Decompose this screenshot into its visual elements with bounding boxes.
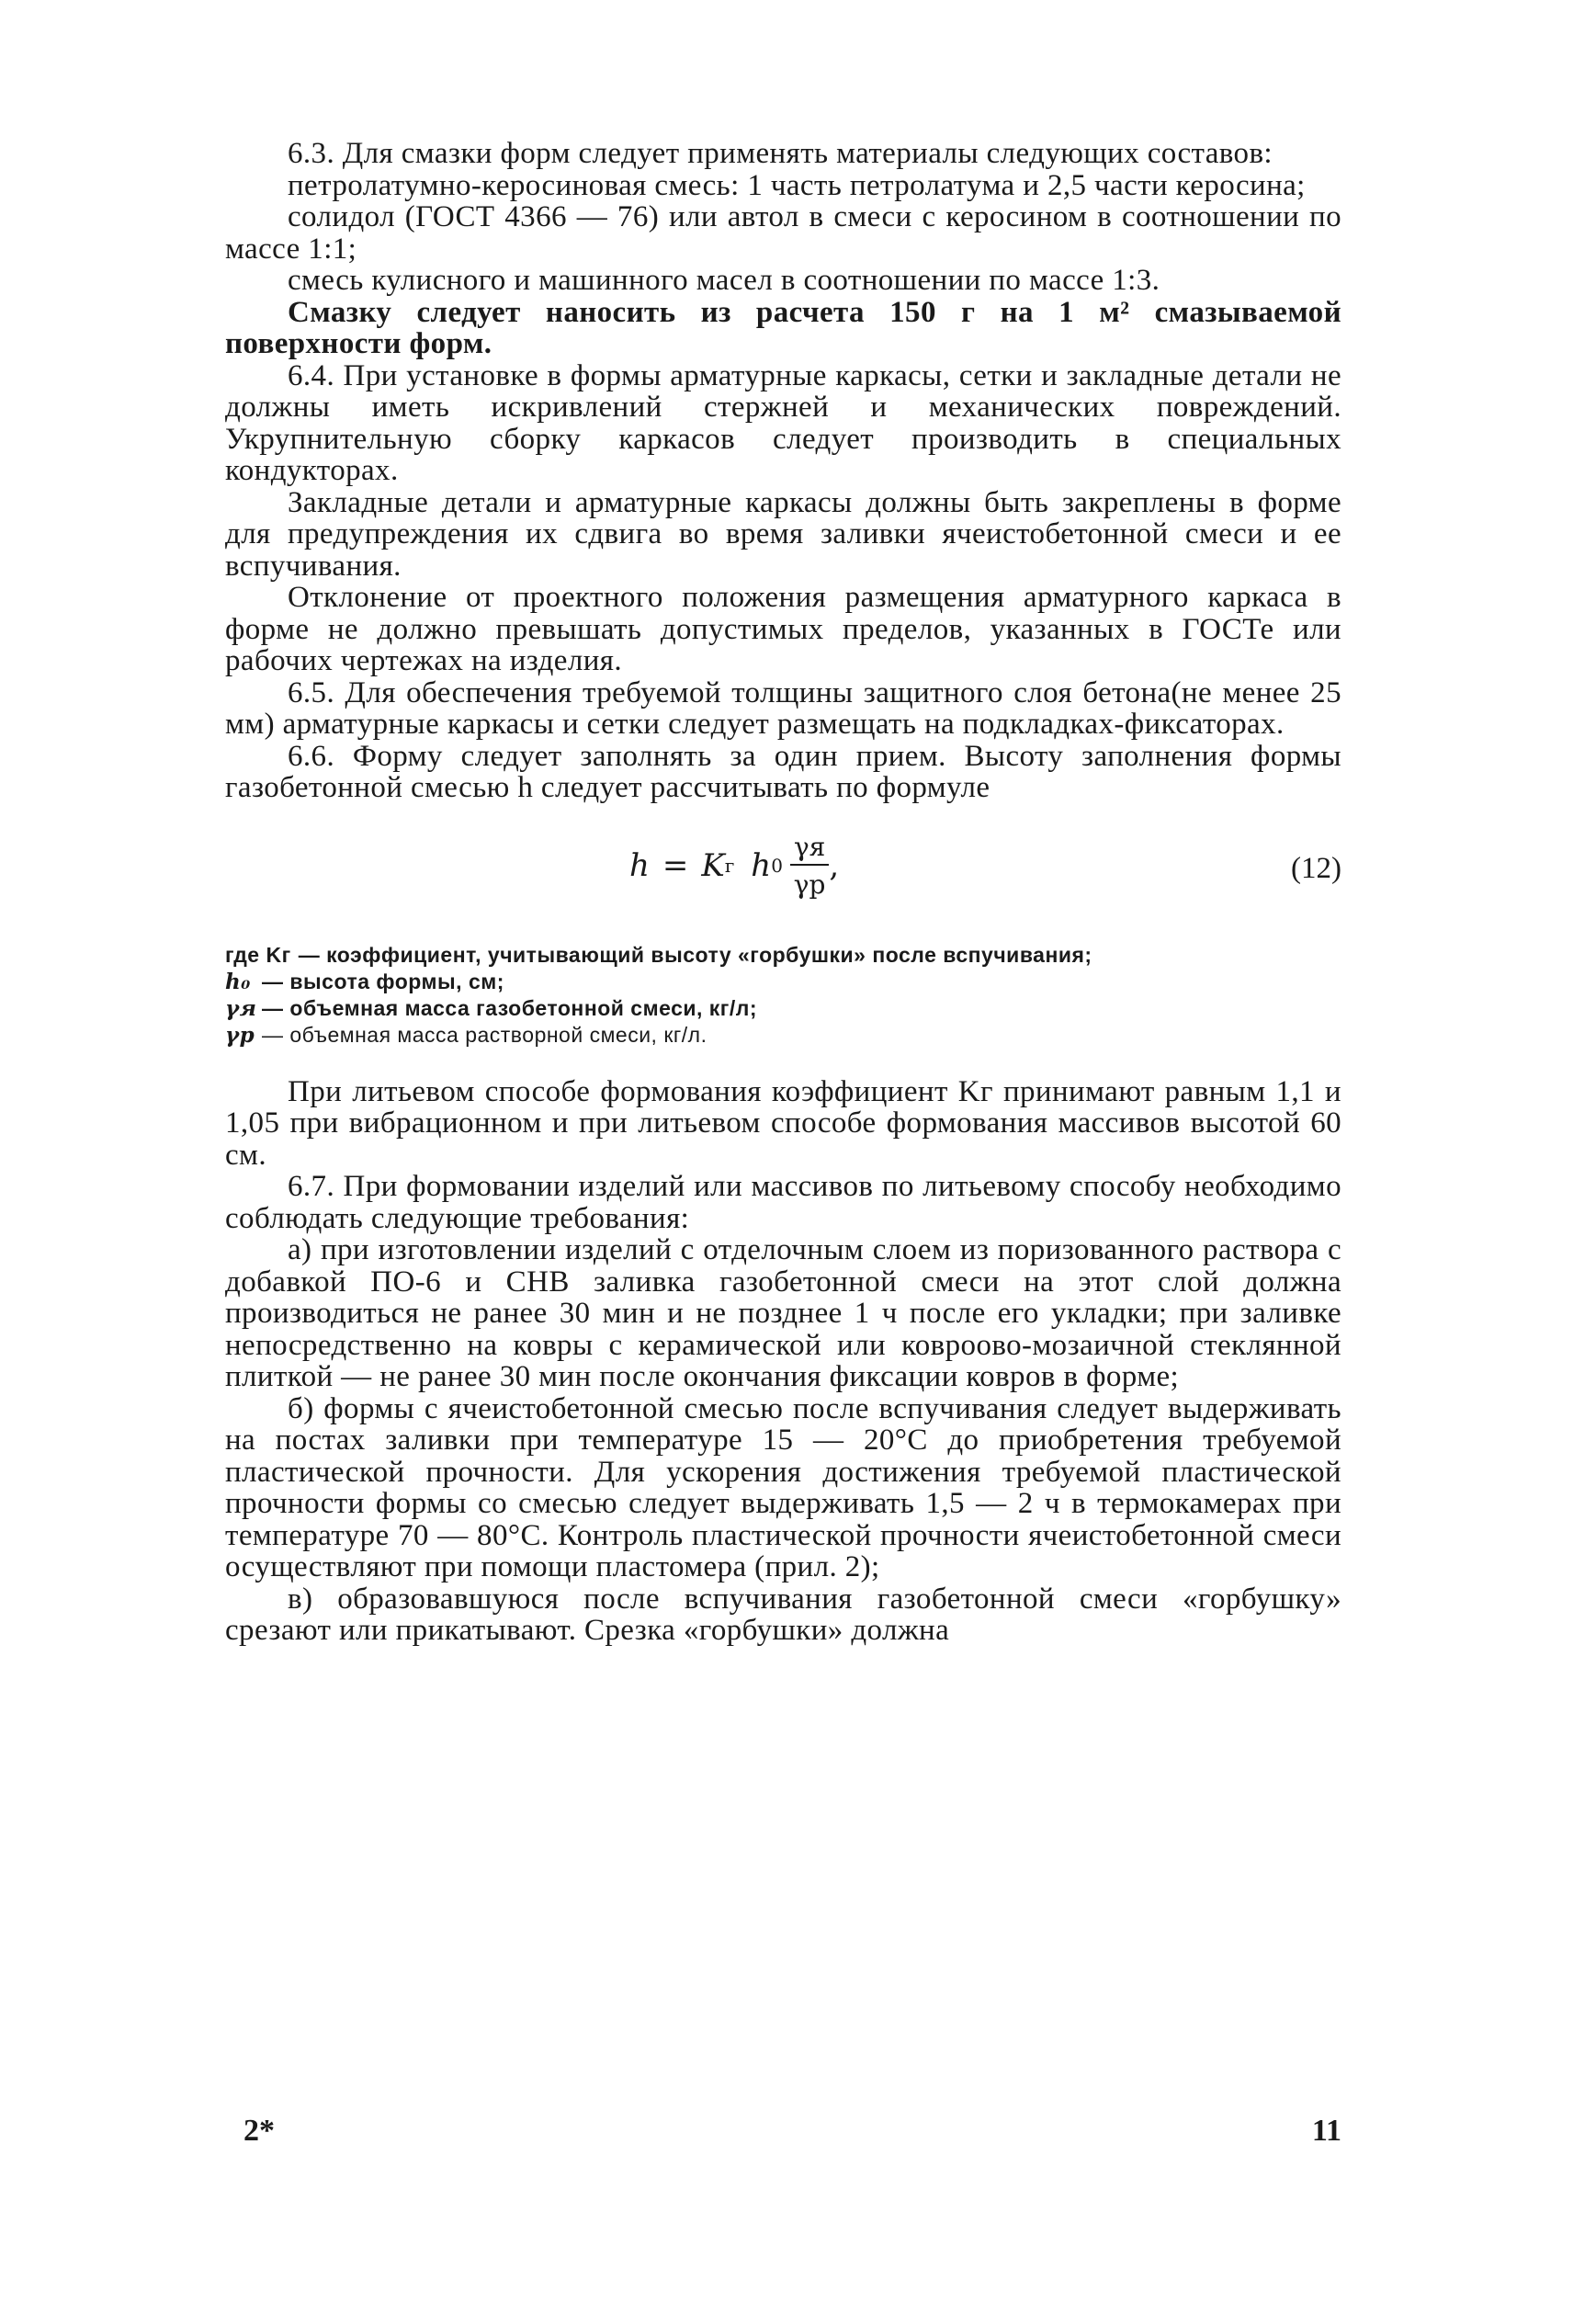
formula-row bbox=[225, 819, 1341, 929]
page-footer bbox=[243, 2114, 1341, 2150]
formula-h0: h bbox=[751, 846, 772, 884]
paragraph: 6.4. При установке в формы арматурные каркасы, сетки и закладные детали не должны иметь искривлений стержней и механических повреждений. Укрупнительную сборку каркасов следует производить в специальных кондукторах. bbox=[225, 358, 1341, 487]
paragraph: 6.6. Форму следует заполнять за один прием. Высоту заполнения формы газобетонной смесью h следует рассчитывать по формуле bbox=[225, 739, 1341, 804]
paragraph: а) при изготовлении изделий с отделочным слоем из поризованного раствора с добавкой ПО-6 и СНВ заливка газобетонной смеси на этот слой должна производиться не ранее 30 мин и не позднее 1 ч после его укладки; при заливке непосредственно на ковры с керамической или ковроово-мозаичной стеклянной плиткой — не ранее 30 мин после окончания фиксации ковров в форме; bbox=[225, 1233, 1341, 1393]
formula-numerator: γя bbox=[790, 832, 829, 866]
legend-row bbox=[225, 995, 1341, 1022]
legend-text: — объемная масса растворной смеси, кг/л. bbox=[262, 1022, 707, 1047]
paragraph: Отклонение от проектного положения размещения арматурного каркаса в форме не должно превышать допустимых пределов, указанных в ГОСТе или рабочих чертежах на изделия. bbox=[225, 581, 1341, 677]
legend-text: — высота формы, см; bbox=[262, 969, 504, 993]
paragraph: в) образовавшуюся после вспучивания газобетонной смеси «горбушку» срезают или прикатывают. Срезка «горбушки» должна bbox=[225, 1582, 1341, 1647]
formula-k: K bbox=[701, 846, 725, 884]
legend-text: — объемная масса газобетонной смеси, кг/л; bbox=[262, 995, 758, 1020]
legend-text: — коэффициент, учитывающий высоту «горбушки» после вспучивания; bbox=[298, 942, 1092, 967]
paragraph: солидол (ГОСТ 4366 — 76) или автол в смеси с керосином в соотношении по массе 1:1; bbox=[225, 200, 1341, 266]
legend-symbol: γя bbox=[225, 995, 257, 1021]
formula-h0-sub: 0 bbox=[771, 854, 783, 877]
formula-k-sub: г bbox=[724, 854, 735, 877]
page-number: 11 bbox=[1311, 2114, 1341, 2148]
paragraph: При литьевом способе формования коэффициент Kг принимают равным 1,1 и 1,05 при вибрационном и при литьевом способе формования массивов высотой 60 см. bbox=[225, 1074, 1341, 1172]
formula-denominator: γр bbox=[793, 868, 826, 900]
legend-row bbox=[225, 1022, 1341, 1049]
paragraph: 6.5. Для обеспечения требуемой толщины защитного слоя бетона(не менее 25 мм) арматурные каркасы и сетки следует размещать на подкладках-фиксаторах. bbox=[225, 675, 1341, 741]
paragraph: Смазку следует наносить из расчета 150 г на 1 м² смазываемой поверхности форм. bbox=[225, 295, 1341, 360]
formula-tail: , bbox=[829, 846, 840, 884]
formula-legend bbox=[225, 942, 1341, 1049]
paragraph: Закладные детали и арматурные каркасы должны быть закреплены в форме для предупреждения их сдвига во время заливки ячеистобетонной смеси и ее вспучивания. bbox=[225, 485, 1341, 583]
text-block-top bbox=[225, 138, 1341, 804]
equation-number: (12) bbox=[1291, 851, 1341, 885]
formula-equals: = bbox=[662, 846, 689, 884]
legend-symbol: где Kг bbox=[225, 942, 291, 967]
paragraph: смесь кулисного и машинного масел в соотношении по массе 1:3. bbox=[288, 264, 1160, 297]
signature-mark: 2* bbox=[243, 2114, 275, 2148]
formula-lhs: h bbox=[629, 846, 650, 884]
legend-row bbox=[225, 969, 1341, 995]
paragraph: б) формы с ячеистобетонной смесью после вспучивания следует выдерживать на постах заливки при температуре 15 — 20°С до приобретения требуемой пластической прочности. Для ускорения достижения требуемой пластической прочности формы со смесью следует выдерживать 1,5 — 2 ч в термокамерах при температуре 70 — 80°С. Контроль пластической прочности ячеистобетонной смеси осуществляют при помощи пластомера (прил. 2); bbox=[225, 1391, 1341, 1583]
legend-row bbox=[225, 942, 1341, 969]
formula-fraction bbox=[790, 832, 829, 900]
document-page bbox=[225, 138, 1341, 1647]
paragraph: петролатумно-керосиновая смесь: 1 часть петролатума и 2,5 части керосина; bbox=[288, 168, 1306, 202]
legend-symbol: γр bbox=[225, 1022, 255, 1048]
paragraph: 6.7. При формовании изделий или массивов по литьевому способу необходимо соблюдать следующие требования: bbox=[225, 1170, 1341, 1235]
text-block-bottom bbox=[225, 1076, 1341, 1647]
formula bbox=[629, 832, 839, 900]
paragraph: 6.3. Для смазки форм следует применять материалы следующих составов: bbox=[288, 137, 1273, 170]
legend-symbol: h₀ bbox=[225, 969, 251, 994]
